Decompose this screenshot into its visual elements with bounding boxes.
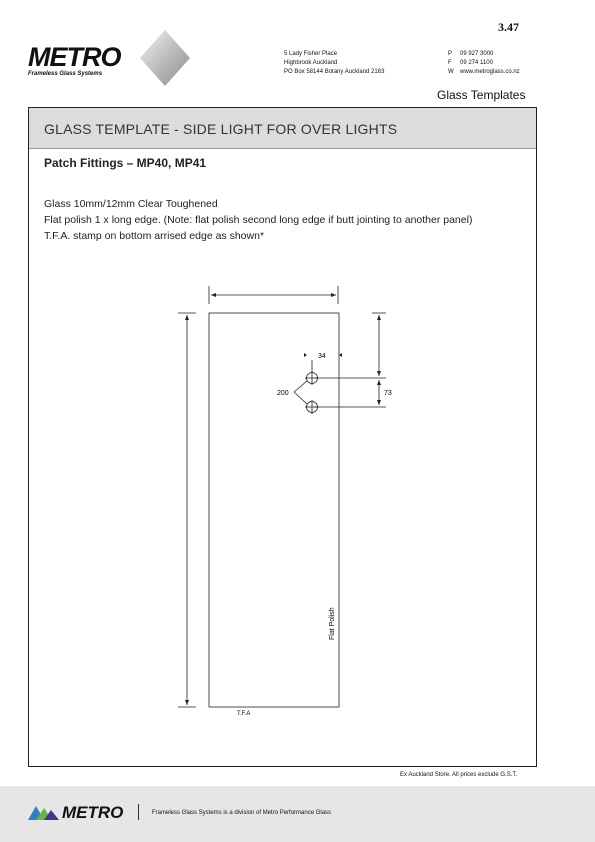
contact-phone: P 09 927 3000 (448, 51, 494, 57)
note-line: T.F.A. stamp on bottom arrised edge as shown* (44, 230, 265, 242)
page-number: 3.47 (498, 20, 519, 34)
price-footnote: Ex Auckland Store. All prices exclude G.S.T. (400, 772, 518, 778)
diamond-logo-icon (140, 30, 190, 86)
company-address (284, 50, 384, 77)
note-line: Flat polish 1 x long edge. (Note: flat polish second long edge if butt jointing to another panel) (44, 214, 473, 226)
address-line: 5 Lady Fisher Place (284, 51, 338, 57)
note-line: Glass 10mm/12mm Clear Toughened (44, 198, 218, 210)
glass-notes (44, 196, 472, 244)
contact-info (448, 50, 520, 77)
section-title: Glass Templates (437, 88, 526, 102)
footer-text: Frameless Glass Systems is a division of Metro Performance Glass (152, 810, 332, 816)
tfa-stamp-label: T.F.A (237, 711, 251, 717)
address-line: PO Box 58144 Botany Auckland 2163 (284, 69, 385, 75)
mountain-logo-icon (28, 804, 60, 820)
address-line: Highbrook Auckland (284, 60, 338, 66)
footer-logo: METRO (62, 803, 124, 822)
brand-tagline: Frameless Glass Systems (28, 71, 103, 77)
glass-panel (209, 313, 339, 707)
hole-dimension: 200 (277, 390, 289, 397)
footer-divider (138, 804, 139, 820)
page-title: GLASS TEMPLATE - SIDE LIGHT FOR OVER LIGHTS (44, 121, 398, 137)
contact-fax: F 09 274 1100 (448, 60, 493, 66)
spacing-dimension: 73 (384, 390, 392, 397)
flat-polish-label: Flat Polish (329, 607, 336, 640)
fittings-subtitle: Patch Fittings – MP40, MP41 (44, 156, 207, 170)
contact-web: W www.metroglass.co.nz (448, 69, 520, 75)
template-drawing (170, 280, 410, 740)
metro-logo: METRO (28, 42, 121, 72)
offset-dimension: 34 (318, 353, 326, 360)
